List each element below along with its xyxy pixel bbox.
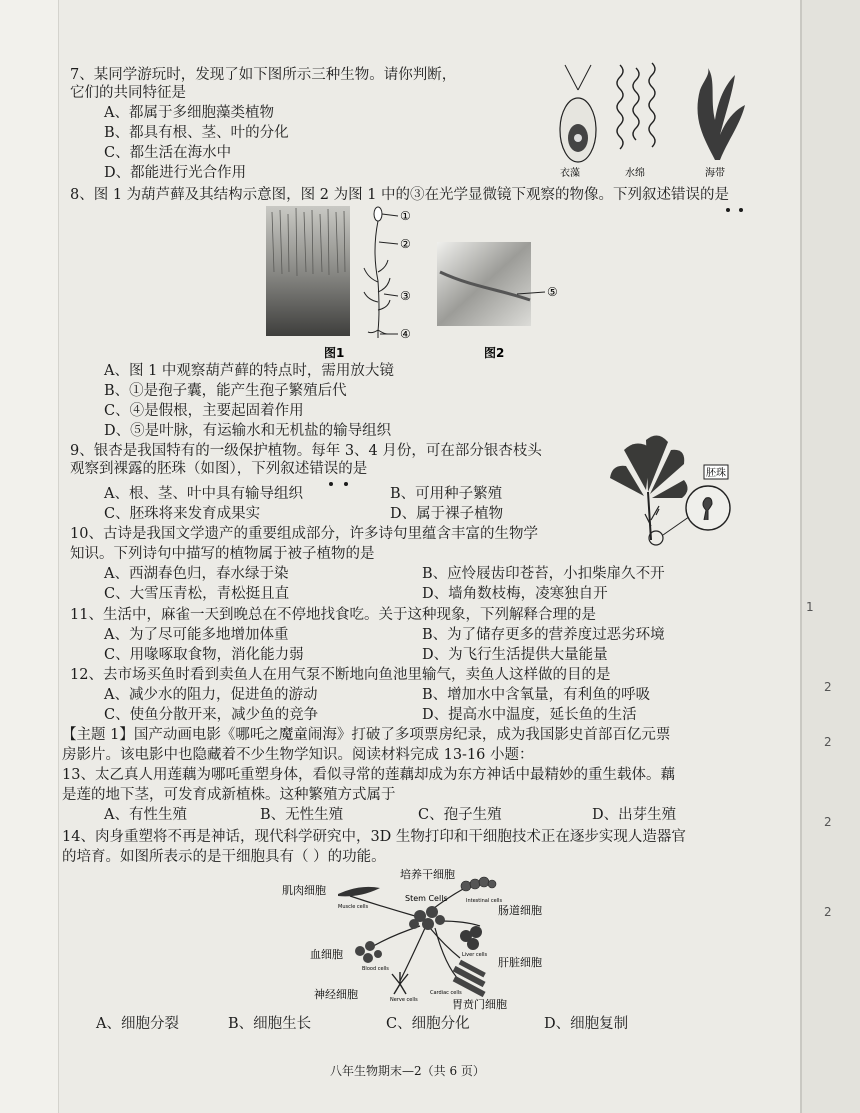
q14-stem-line2: 的培育。如图所表示的是干细胞具有（ ）的功能。 — [62, 849, 386, 865]
q7-option-b: B、都具有根、茎、叶的分化 — [104, 125, 289, 141]
q13-option-d: D、出芽生殖 — [592, 807, 677, 823]
q14-option-a: A、细胞分裂 — [96, 1016, 179, 1032]
blood-cell-icon — [355, 941, 382, 963]
muscle-cell-icon — [338, 887, 380, 896]
q11-option-c: C、用喙啄取食物，消化能力弱 — [104, 647, 304, 663]
stem-cell-diagram — [280, 866, 580, 1014]
diagram-intestine-label: 肠道细胞 — [498, 904, 542, 917]
theme-intro-line1: 【主题 1】国产动画电影《哪吒之魔童闹海》打破了多项票房纪录，成为我国影史首部百亿元票 — [62, 727, 671, 743]
q11-stem: 11、生活中，麻雀一天到晚总在不停地找食吃。关于这种现象，下列解释合理的是 — [70, 607, 596, 623]
q10-stem-line2: 知识。下列诗句中描写的植物属于被子植物的是 — [70, 546, 375, 562]
marker-5: ⑤ — [547, 285, 558, 299]
ginkgo-figure — [596, 420, 746, 555]
diagram-blood-en: Blood cells — [362, 966, 389, 972]
nerve-cell-icon — [392, 972, 408, 994]
q7-option-c: C、都生活在海水中 — [104, 145, 232, 161]
diagram-nerve-label: 神经细胞 — [314, 988, 358, 1001]
q7-organisms-figure — [520, 60, 765, 180]
q14-option-c: C、细胞分化 — [386, 1016, 470, 1032]
spirogyra-icon — [617, 63, 655, 149]
q10-option-c: C、大雪压青松，青松挺且直 — [104, 586, 290, 602]
q13-option-b: B、无性生殖 — [260, 807, 344, 823]
q10-option-d: D、墙角数枝梅，凌寒独自开 — [422, 586, 608, 602]
q13-stem-line2: 是莲的地下茎，可发育成新植株。这种繁殖方式属于 — [62, 787, 396, 803]
q12-option-a: A、减少水的阻力，促进鱼的游动 — [104, 687, 318, 703]
q13-stem-line1: 13、太乙真人用莲藕为哪吒重塑身体，看似寻常的莲藕却成为东方神话中最精妙的重生载体。藕 — [62, 767, 675, 783]
diagram-muscle-en: Muscle cells — [338, 904, 369, 910]
emphasis-dot — [329, 482, 333, 486]
q8-option-b: B、①是孢子囊，能产生孢子繁殖后代 — [104, 383, 347, 399]
intestinal-cell-icon — [461, 877, 496, 891]
diagram-top-label: 培养干细胞 — [400, 868, 455, 881]
q8-option-c: C、④是假根，主要起固着作用 — [104, 403, 304, 419]
page-left-margin — [0, 0, 59, 1113]
q8-stem: 8、图 1 为葫芦藓及其结构示意图，图 2 为图 1 中的③在光学显微镜下观察的物像。下列叙述错误的是 — [70, 187, 730, 203]
diagram-intestine-en: Intestinal cells — [466, 898, 503, 904]
ginkgo-leaf-icon — [610, 435, 688, 498]
q9-option-c: C、胚珠将来发育成果实 — [104, 506, 261, 522]
fig2-caption: 图2 — [484, 346, 505, 360]
q9-option-d: D、属于裸子植物 — [390, 506, 504, 522]
q14-option-d: D、细胞复制 — [544, 1016, 629, 1032]
q11-option-b: B、为了储存更多的营养度过恶劣环境 — [422, 627, 665, 643]
moss-structure-diagram — [364, 207, 398, 338]
diagram-liver-en: Liver cells — [462, 952, 488, 958]
emphasis-dot — [726, 208, 730, 212]
q10-option-a: A、西湖春色归，春水绿于染 — [104, 566, 289, 582]
diagram-blood-label: 血细胞 — [310, 948, 343, 961]
marker-2: ② — [400, 237, 411, 251]
q14-stem-line1: 14、肉身重塑将不再是神话，现代科学研究中，3D 生物打印和干细胞技术正在逐步实现人造器官 — [62, 829, 686, 845]
q9-option-a: A、根、茎、叶中具有输导组织 — [104, 486, 303, 502]
diagram-center-label: Stem Cells — [405, 894, 448, 903]
chlamydomonas-icon — [560, 65, 596, 162]
q7-label-kelp: 海带 — [705, 168, 725, 179]
q7-label-chlamydomonas: 衣藻 — [560, 168, 580, 179]
q12-option-c: C、使鱼分散开来，减少鱼的竞争 — [104, 707, 319, 723]
q9-option-b: B、可用种子繁殖 — [390, 486, 503, 502]
q7-stem-line2: 它们的共同特征是 — [70, 85, 186, 101]
diagram-liver-label: 肝脏细胞 — [498, 956, 542, 969]
theme-intro-line2: 房影片。该电影中也隐藏着不少生物学知识。阅读材料完成 13-16 小题： — [62, 747, 534, 763]
q12-option-b: B、增加水中含氧量，有利鱼的呼吸 — [422, 687, 651, 703]
diagram-cardiac-en: Cardiac cells — [430, 990, 462, 996]
q7-option-a: A、都属于多细胞藻类植物 — [104, 105, 274, 121]
q9-stem-line1: 9、银杏是我国特有的一级保护植物。每年 3、4 月份，可在部分银杏枝头 — [70, 443, 542, 459]
diagram-muscle-label: 肌肉细胞 — [282, 884, 326, 897]
q7-stem-line1: 7、某同学游玩时，发现了如下图所示三种生物。请你判断， — [70, 67, 457, 83]
moss-photo — [266, 206, 350, 336]
q8-option-a: A、图 1 中观察葫芦藓的特点时，需用放大镜 — [104, 363, 394, 379]
liver-cell-icon — [460, 926, 482, 950]
page-footer: 八年生物期末—2（共 6 页） — [330, 1064, 485, 1078]
q12-stem: 12、去市场买鱼时看到卖鱼人在用气泵不断地向鱼池里输气，卖鱼人这样做的目的是 — [70, 667, 611, 683]
fig1-caption: 图1 — [324, 346, 345, 360]
marker-4: ④ — [400, 327, 411, 341]
next-page-edge: 1 2 2 2 2 — [800, 0, 860, 1113]
q12-option-d: D、提高水中温度，延长鱼的生活 — [422, 707, 637, 723]
q10-option-b: B、应怜屐齿印苍苔，小扣柴扉久不开 — [422, 566, 665, 582]
leaf-micrograph — [437, 242, 531, 326]
q8-moss-figures — [262, 202, 572, 364]
q7-label-spirogyra: 水绵 — [625, 168, 645, 179]
q13-option-c: C、孢子生殖 — [418, 807, 502, 823]
q7-option-d: D、都能进行光合作用 — [104, 165, 247, 181]
q13-option-a: A、有性生殖 — [104, 807, 187, 823]
q8-option-d: D、⑤是叶脉，有运输水和无机盐的输导组织 — [104, 423, 392, 439]
q11-option-a: A、为了尽可能多地增加体重 — [104, 627, 289, 643]
kelp-icon — [698, 68, 745, 160]
diagram-nerve-en: Nerve cells — [390, 997, 418, 1003]
emphasis-dot — [344, 482, 348, 486]
q10-stem-line1: 10、古诗是我国文学遗产的重要组成部分，许多诗句里蕴含丰富的生物学 — [70, 526, 538, 542]
emphasis-dot — [739, 208, 743, 212]
ovule-label: 胚珠 — [706, 468, 726, 479]
q11-option-d: D、为飞行生活提供大量能量 — [422, 647, 608, 663]
marker-1: ① — [400, 209, 411, 223]
q9-stem-line2: 观察到裸露的胚珠（如图），下列叙述错误的是 — [70, 461, 368, 477]
marker-3: ③ — [400, 289, 411, 303]
diagram-cardiac-label: 胃贲门细胞 — [452, 998, 507, 1011]
q14-option-b: B、细胞生长 — [228, 1016, 312, 1032]
stem-cell-cluster-icon — [409, 906, 445, 930]
